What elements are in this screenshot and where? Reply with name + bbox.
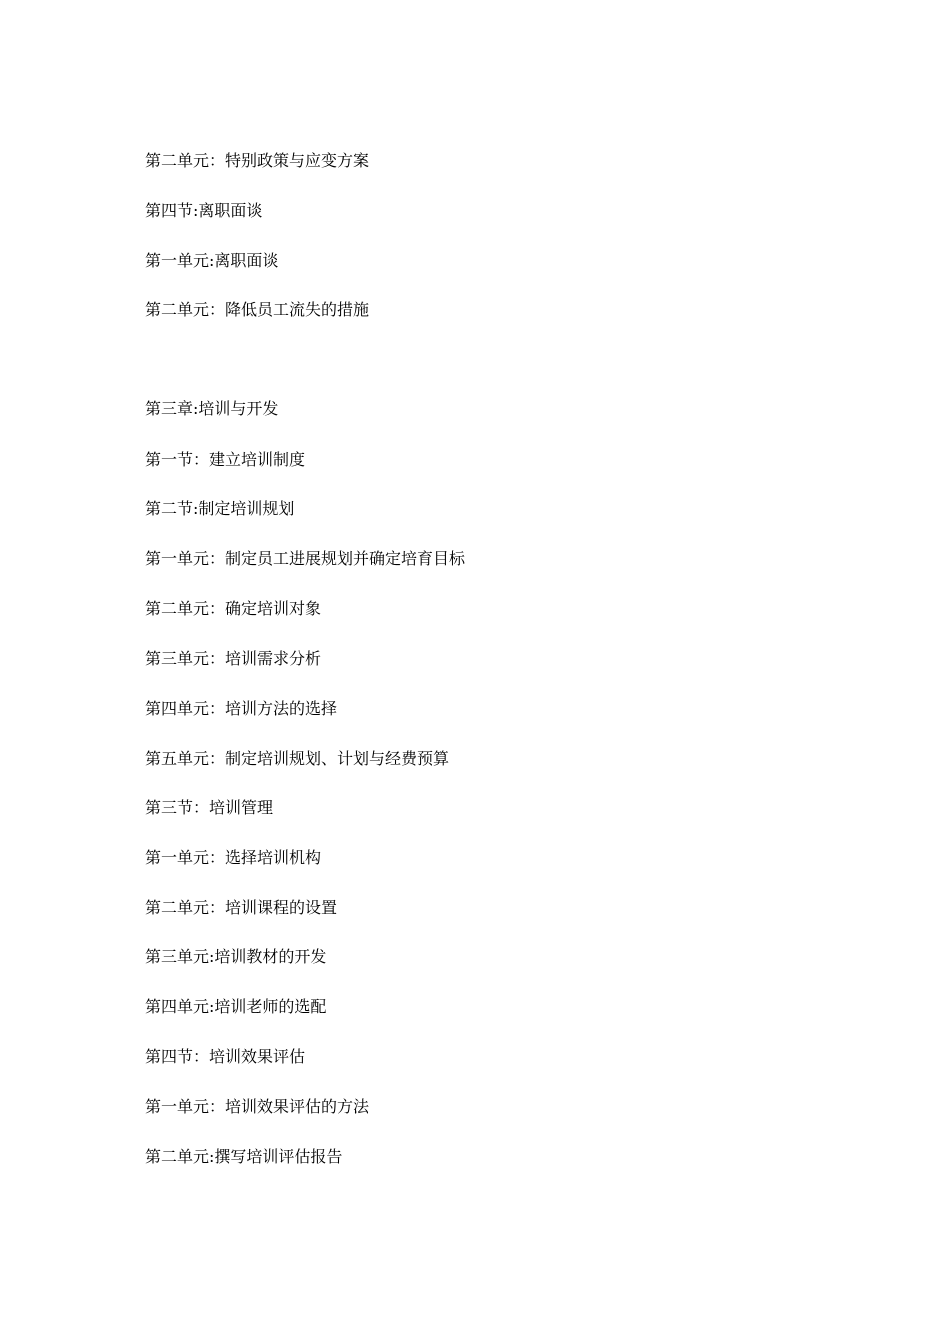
outline-line: 第一单元:离职面谈 <box>145 251 279 270</box>
outline-line: 第四单元:培训老师的选配 <box>145 997 327 1016</box>
outline-line: 第四单元：培训方法的选择 <box>145 699 338 718</box>
outline-line: 第一单元：制定员工进展规划并确定培育目标 <box>145 549 466 568</box>
outline-line: 第一单元：培训效果评估的方法 <box>145 1097 370 1116</box>
outline-line: 第二单元：确定培训对象 <box>145 599 322 618</box>
outline-line: 第四节:离职面谈 <box>145 201 263 220</box>
outline-line: 第二单元：特别政策与应变方案 <box>145 151 370 170</box>
outline-line: 第五单元：制定培训规划、计划与经费预算 <box>145 749 450 768</box>
outline-line: 第二单元:撰写培训评估报告 <box>145 1147 343 1166</box>
outline-line: 第二单元：降低员工流失的措施 <box>145 300 370 319</box>
outline-line: 第一单元：选择培训机构 <box>145 848 322 867</box>
outline-line: 第四节：培训效果评估 <box>145 1047 306 1066</box>
outline-line: 第三单元:培训教材的开发 <box>145 947 327 966</box>
outline-line: 第三单元：培训需求分析 <box>145 649 322 668</box>
outline-line: 第二单元：培训课程的设置 <box>145 898 338 917</box>
chapter-heading: 第三章:培训与开发 <box>145 399 279 418</box>
outline-line: 第三节：培训管理 <box>145 798 274 817</box>
outline-line: 第一节：建立培训制度 <box>145 450 306 469</box>
outline-line: 第二节:制定培训规划 <box>145 499 295 518</box>
